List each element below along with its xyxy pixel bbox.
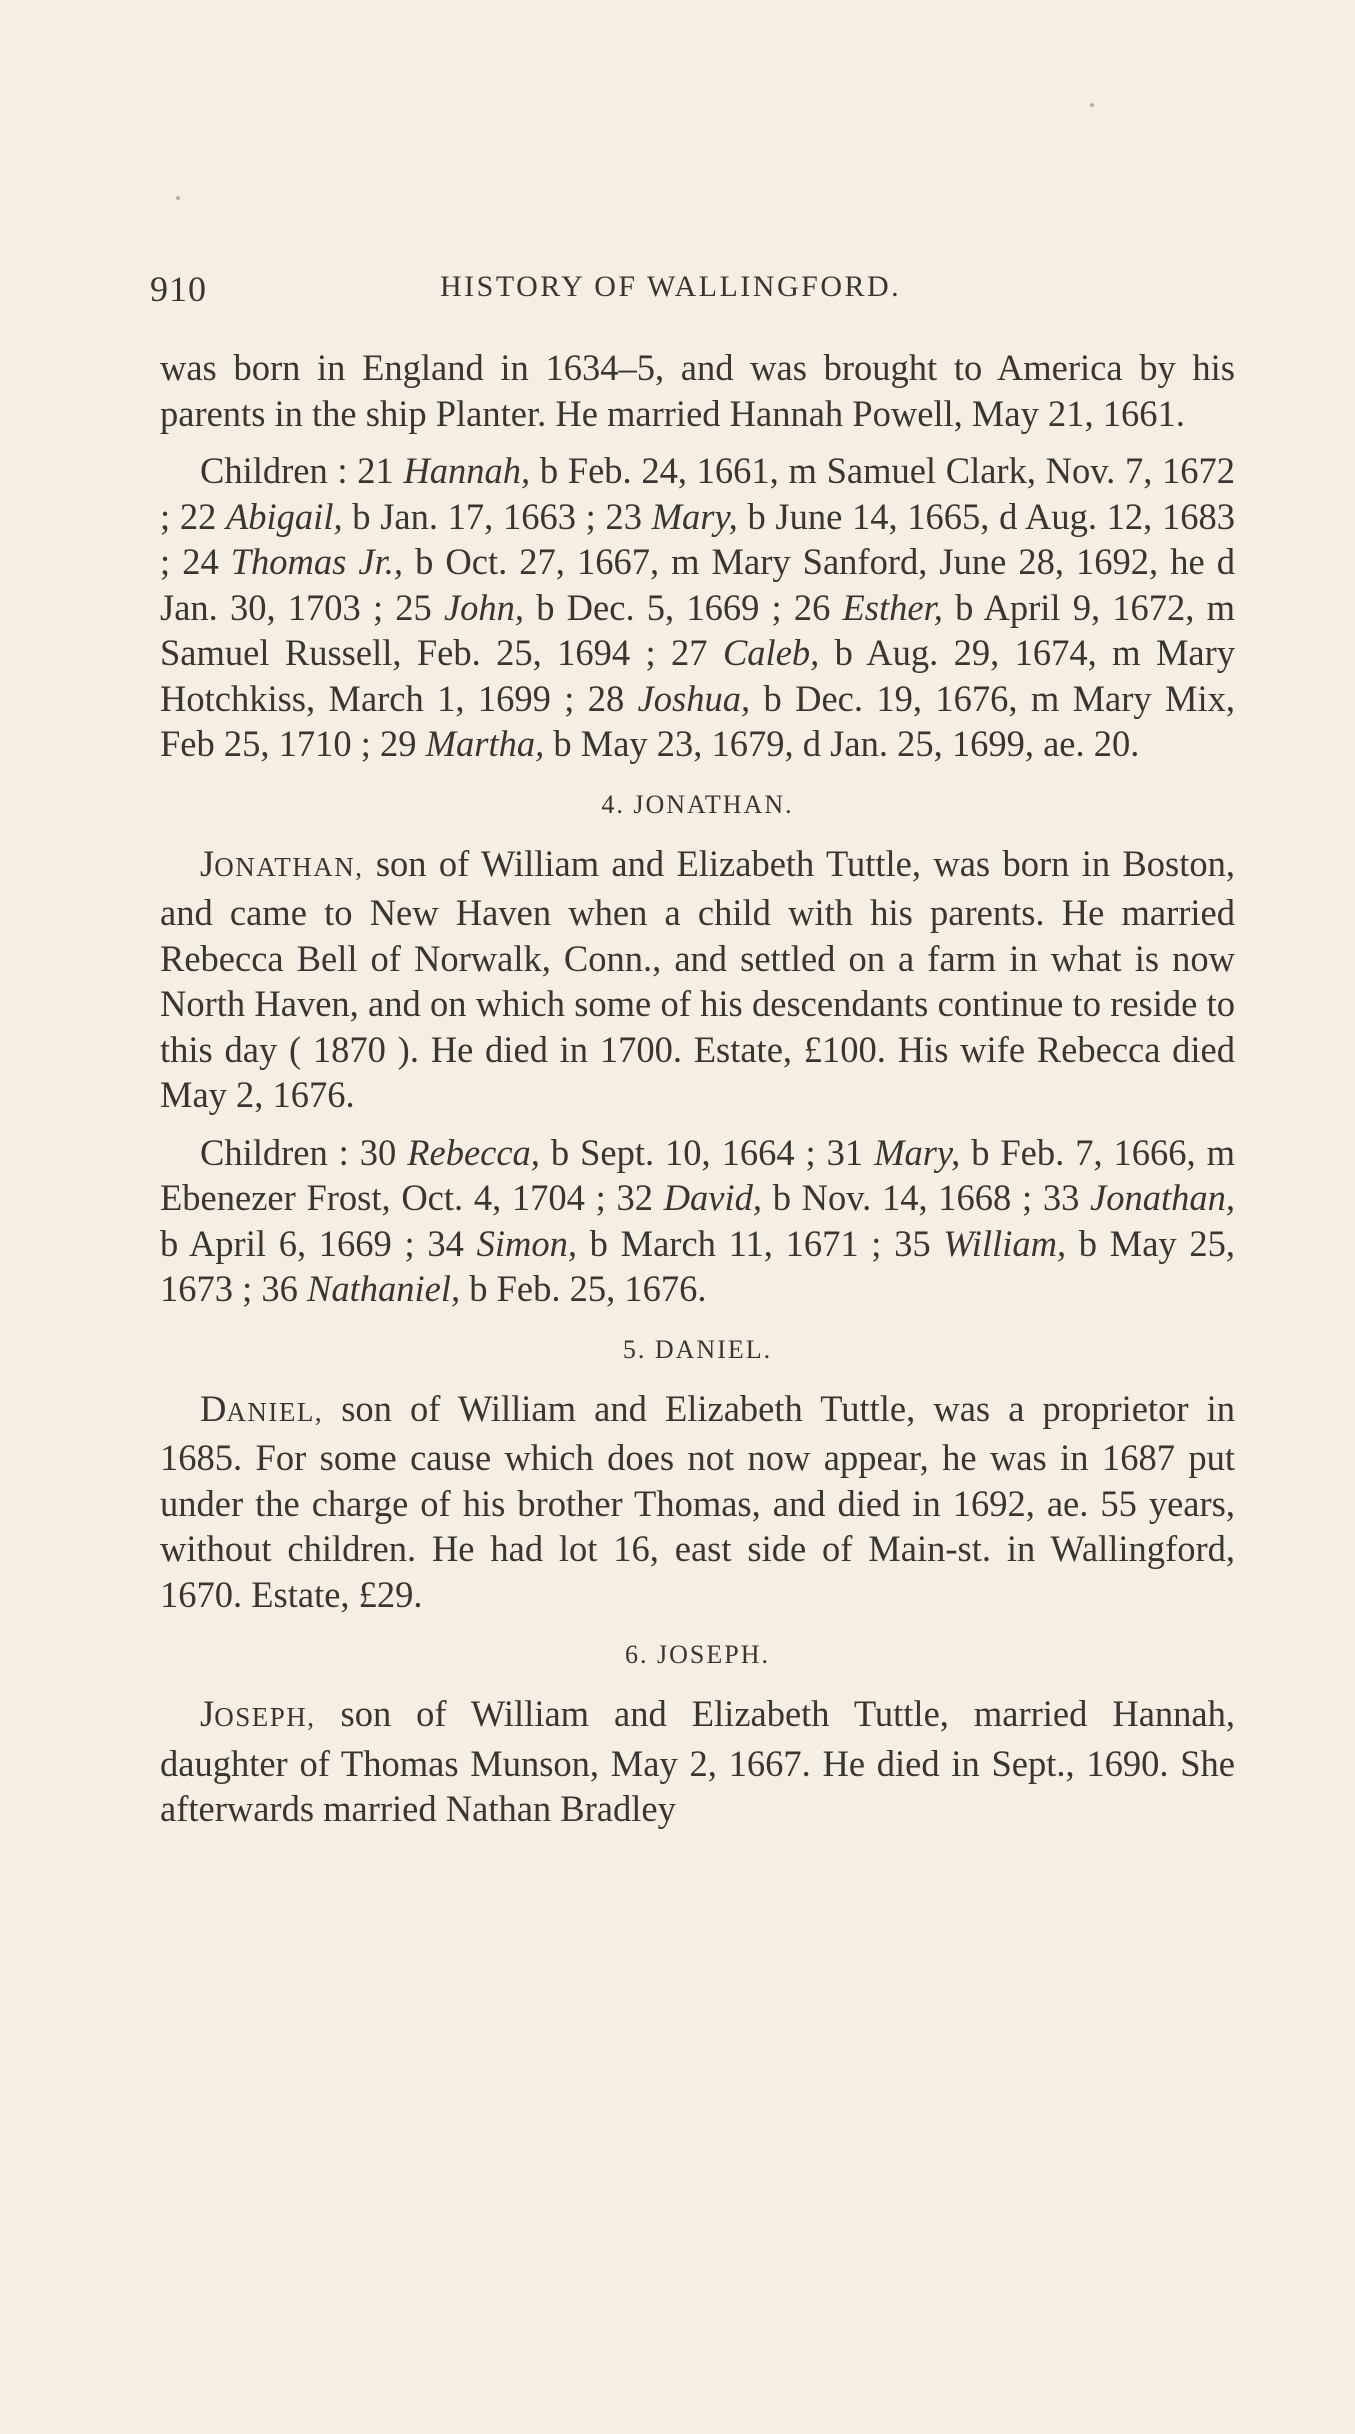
paragraph-children-thomas xyxy=(160,448,1235,767)
page-body xyxy=(160,345,1235,1832)
text-segment: Children : 30 xyxy=(200,1131,408,1173)
paragraph-text: son of William and Elizabeth Tuttle, married Hannah, daughter of Thomas Munson, May 2, 1667. He died in Sept., 1690. She afterwards married Nathan Bradley xyxy=(160,1693,1235,1829)
text-segment: b Aug. 29, 1674, m Mary Hotchkiss, March 1, 1699 ; 28 xyxy=(160,632,1236,719)
child-name: Thomas Jr., xyxy=(230,541,404,582)
section-heading-joseph: 6. JOSEPH. xyxy=(625,1640,770,1669)
text-segment: b Jan. 17, 1663 ; 23 xyxy=(342,495,652,537)
text-segment: b Nov. 14, 1668 ; 33 xyxy=(762,1177,1091,1218)
child-name: Mary, xyxy=(651,495,738,537)
text-segment: b Dec. 19, 1676, m Mary Mix, Feb 25, 1710 ; 29 xyxy=(160,677,1235,764)
child-name: John, xyxy=(443,586,525,628)
paragraph-daniel xyxy=(160,1386,1235,1618)
lead-smallcaps: ONATHAN, xyxy=(214,851,364,882)
paper-speck xyxy=(1090,103,1094,107)
paragraph-joseph xyxy=(160,1691,1235,1832)
child-name: Esther, xyxy=(842,586,943,628)
text-segment: b May 25, 1673 ; 36 xyxy=(160,1222,1235,1309)
child-name: Joshua, xyxy=(637,677,751,719)
lead-initial: J xyxy=(200,1693,215,1734)
text-segment: b April 9, 1672, m Samuel Russell, Feb. 25, 1694 ; 27 xyxy=(160,586,1235,673)
text-segment: b Oct. 27, 1667, m Mary Sanford, June 28, 1692, he d Jan. 30, 1703 ; 25 xyxy=(160,541,1235,628)
child-name: Martha, xyxy=(425,723,545,764)
text-segment: b April 6, 1669 ; 34 xyxy=(160,1222,477,1264)
lead-initial: J xyxy=(200,842,215,884)
paragraph-text: son of William and Elizabeth Tuttle, was a proprietor in 1685. For some cause which does not now appear, he was in 1687 put under the charge of his brother Thomas, and died in 1692, ae. 55 years, without children. He had lot 16, east side of Main-st. in Wallingford, 1670. Estate, £29. xyxy=(160,1387,1235,1615)
paper-speck xyxy=(176,196,180,200)
child-name: Hannah, xyxy=(403,450,531,491)
text-segment: b May 23, 1679, d Jan. 25, 1699, ae. 20. xyxy=(544,723,1140,764)
text-segment: b March 11, 1671 ; 35 xyxy=(576,1222,944,1264)
running-title: HISTORY OF WALLINGFORD. xyxy=(440,270,902,303)
child-name: Rebecca, xyxy=(407,1131,540,1173)
child-name: Caleb, xyxy=(722,632,820,673)
child-name: William, xyxy=(943,1222,1067,1264)
child-name: Simon, xyxy=(476,1222,577,1264)
page-header xyxy=(150,268,1230,318)
text-segment: b Feb. 25, 1676. xyxy=(460,1268,707,1309)
lead-smallcaps: OSEPH, xyxy=(214,1702,316,1732)
child-name: Nathaniel, xyxy=(307,1268,461,1309)
lead-initial: D xyxy=(200,1387,227,1429)
section-heading-daniel: 5. DANIEL. xyxy=(622,1334,773,1364)
text-segment: b June 14, 1665, d Aug. 12, 1683 ; 24 xyxy=(160,495,1235,582)
text-segment: b Sept. 10, 1664 ; 31 xyxy=(539,1131,875,1173)
section-heading-jonathan: 4. JONATHAN. xyxy=(601,789,794,819)
paragraph-children-jonathan xyxy=(160,1130,1235,1312)
paragraph-jonathan xyxy=(160,841,1235,1118)
child-name: David, xyxy=(663,1177,762,1218)
paragraph-continuation: was born in England in 1634–5, and was brought to America by his parents in the ship Planter. He married Hannah Powell, May 21, 1661. xyxy=(160,347,1235,434)
child-name: Jonathan, xyxy=(1090,1177,1235,1218)
page-number: 910 xyxy=(150,269,207,309)
text-segment: b Feb. 24, 1661, m Samuel Clark, Nov. 7, 1672 ; 22 xyxy=(160,450,1235,537)
lead-smallcaps: ANIEL, xyxy=(226,1396,324,1427)
child-name: Abigail, xyxy=(226,495,343,537)
text-segment: b Dec. 5, 1669 ; 26 xyxy=(524,586,843,628)
paragraph-text: son of William and Elizabeth Tuttle, was born in Boston, and came to New Haven when a child with his parents. He married Rebecca Bell of Norwalk, Conn., and settled on a farm in what is now North Haven, and on which some of his descendants continue to reside to this day ( 1870 ). He died in 1700. Estate, £100. His wife Rebecca died May 2, 1676. xyxy=(160,842,1235,1115)
text-segment: Children : 21 xyxy=(200,450,404,491)
child-name: Mary, xyxy=(874,1131,961,1173)
text-segment: b Feb. 7, 1666, m Ebenezer Frost, Oct. 4, 1704 ; 32 xyxy=(160,1131,1235,1218)
